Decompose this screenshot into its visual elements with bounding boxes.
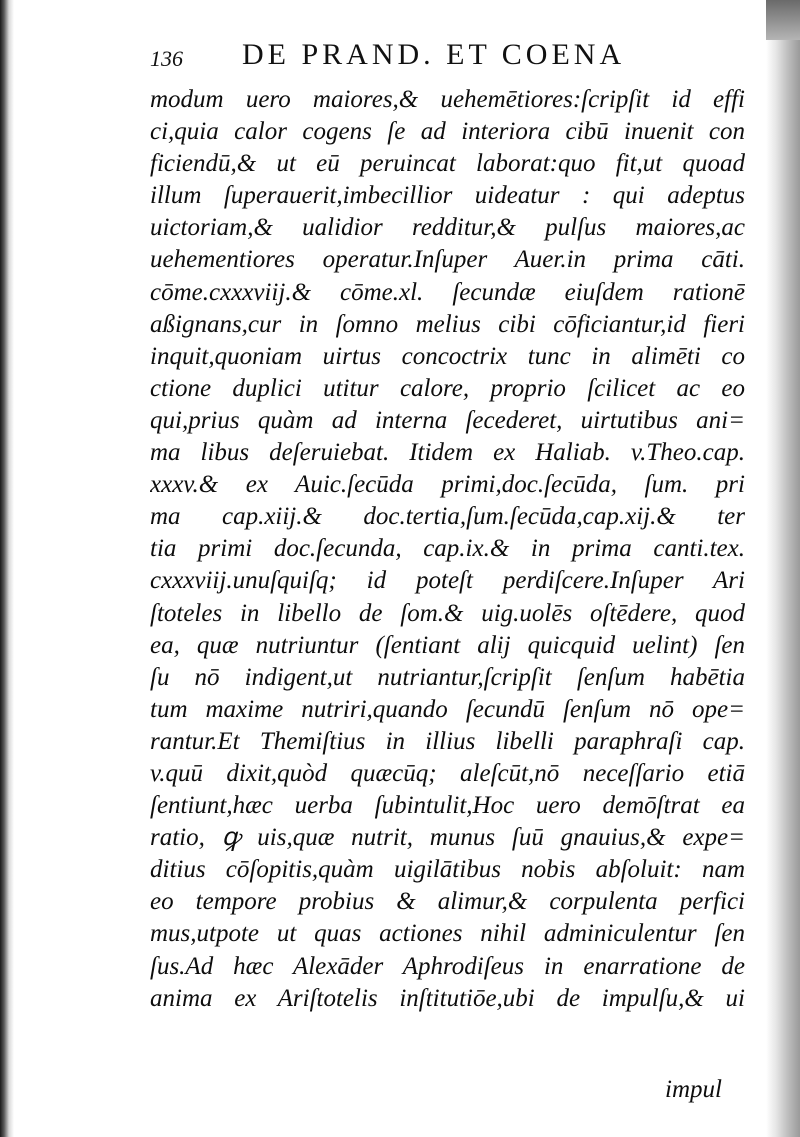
text-line: tum maxime nutriri,quando ſecundū ſenſum nō ope= <box>150 695 745 723</box>
page-number: 136 <box>150 46 183 71</box>
text-line: qui,prius quàm ad interna ſecederet, uirtutibus ani= <box>150 406 745 434</box>
text-line: aßignans,cur in ſomno melius cibi cōficiantur,id fieri <box>150 310 745 338</box>
text-line: ma libus deſeruiebat. Itidem ex Haliab. v.Theo.cap. <box>150 439 745 467</box>
text-line: ea, quæ nutriuntur (ſentiant alij quicquid uelint) ſen <box>150 631 745 659</box>
text-line: uehementiores operatur.Inſuper Auer.in prima cāti. <box>150 246 745 274</box>
text-line: xxxv.& ex Auic.ſecūda primi,doc.ſecūda, ſum. pri <box>150 471 745 499</box>
text-line: ſus.Ad hæc Alexāder Aphrodiſeus in enarratione de <box>150 952 745 980</box>
text-line: anima ex Ariſtotelis inſtitutiōe,ubi de impulſu,& ui <box>150 984 745 1012</box>
text-line: ma cap.xiij.& doc.tertia,ſum.ſecūda,cap.xij.& ter <box>150 503 745 531</box>
text-line: v.quū dixit,quòd quæcūq; aleſcūt,nō neceſſario etiā <box>150 759 745 787</box>
text-line: cōme.cxxxviij.& cōme.xl. ſecundæ eiuſdem rationē <box>150 278 745 306</box>
text-line: cxxxviij.unuſquiſq; id poteſt perdiſcere.Inſuper Ari <box>150 567 745 595</box>
text-line: ditius cōſopitis,quàm uigilātibus nobis abſoluit: nam <box>150 856 745 884</box>
text-line: illum ſuperauerit,imbecillior uideatur : qui adeptus <box>150 182 745 210</box>
running-head <box>150 38 770 78</box>
catchword: impul <box>665 1076 722 1103</box>
running-title: DE PRAND. ET COENA <box>242 38 626 71</box>
text-line: rantur.Et Themiſtius in illius libelli paraphraſi cap. <box>150 727 745 755</box>
page-edge-shadow <box>766 0 800 1137</box>
text-line: inquit,quoniam uirtus concoctrix tunc in alimēti co <box>150 342 745 370</box>
text-line: ficiendū,& ut eū peruincat laborat:quo fit,ut quoad <box>150 150 745 178</box>
body-text <box>150 84 745 1015</box>
text-line: modum uero maiores,& uehemētiores:ſcripſit id effi <box>150 86 745 113</box>
text-line: uictoriam,& ualidior redditur,& pulſus maiores,ac <box>150 214 745 242</box>
text-line: ſu nō indigent,ut nutriantur,ſcripſit ſenſum habētia <box>150 663 745 691</box>
text-line: tia primi doc.ſecunda, cap.ix.& in prima canti.tex. <box>150 535 745 563</box>
text-line: ratio, ꝙ uis,quæ nutrit, munus ſuū gnauius,& expe= <box>150 824 745 852</box>
text-line: ſtoteles in libello de ſom.& uig.uolēs oſtēdere, quod <box>150 599 745 627</box>
text-line: ci,quia calor cogens ſe ad interiora cibū inuenit con <box>150 118 745 146</box>
text-line: ſentiunt,hæc uerba ſubintulit,Hoc uero demōſtrat ea <box>150 792 745 820</box>
page-corner-shadow <box>766 0 800 40</box>
text-line: eo tempore probius & alimur,& corpulenta perfici <box>150 888 745 916</box>
text-line: mus,utpote ut quas actiones nihil adminiculentur ſen <box>150 920 745 948</box>
page-gutter-shadow <box>0 0 14 1137</box>
text-line: ctione duplici utitur calore, proprio ſcilicet ac eo <box>150 374 745 402</box>
